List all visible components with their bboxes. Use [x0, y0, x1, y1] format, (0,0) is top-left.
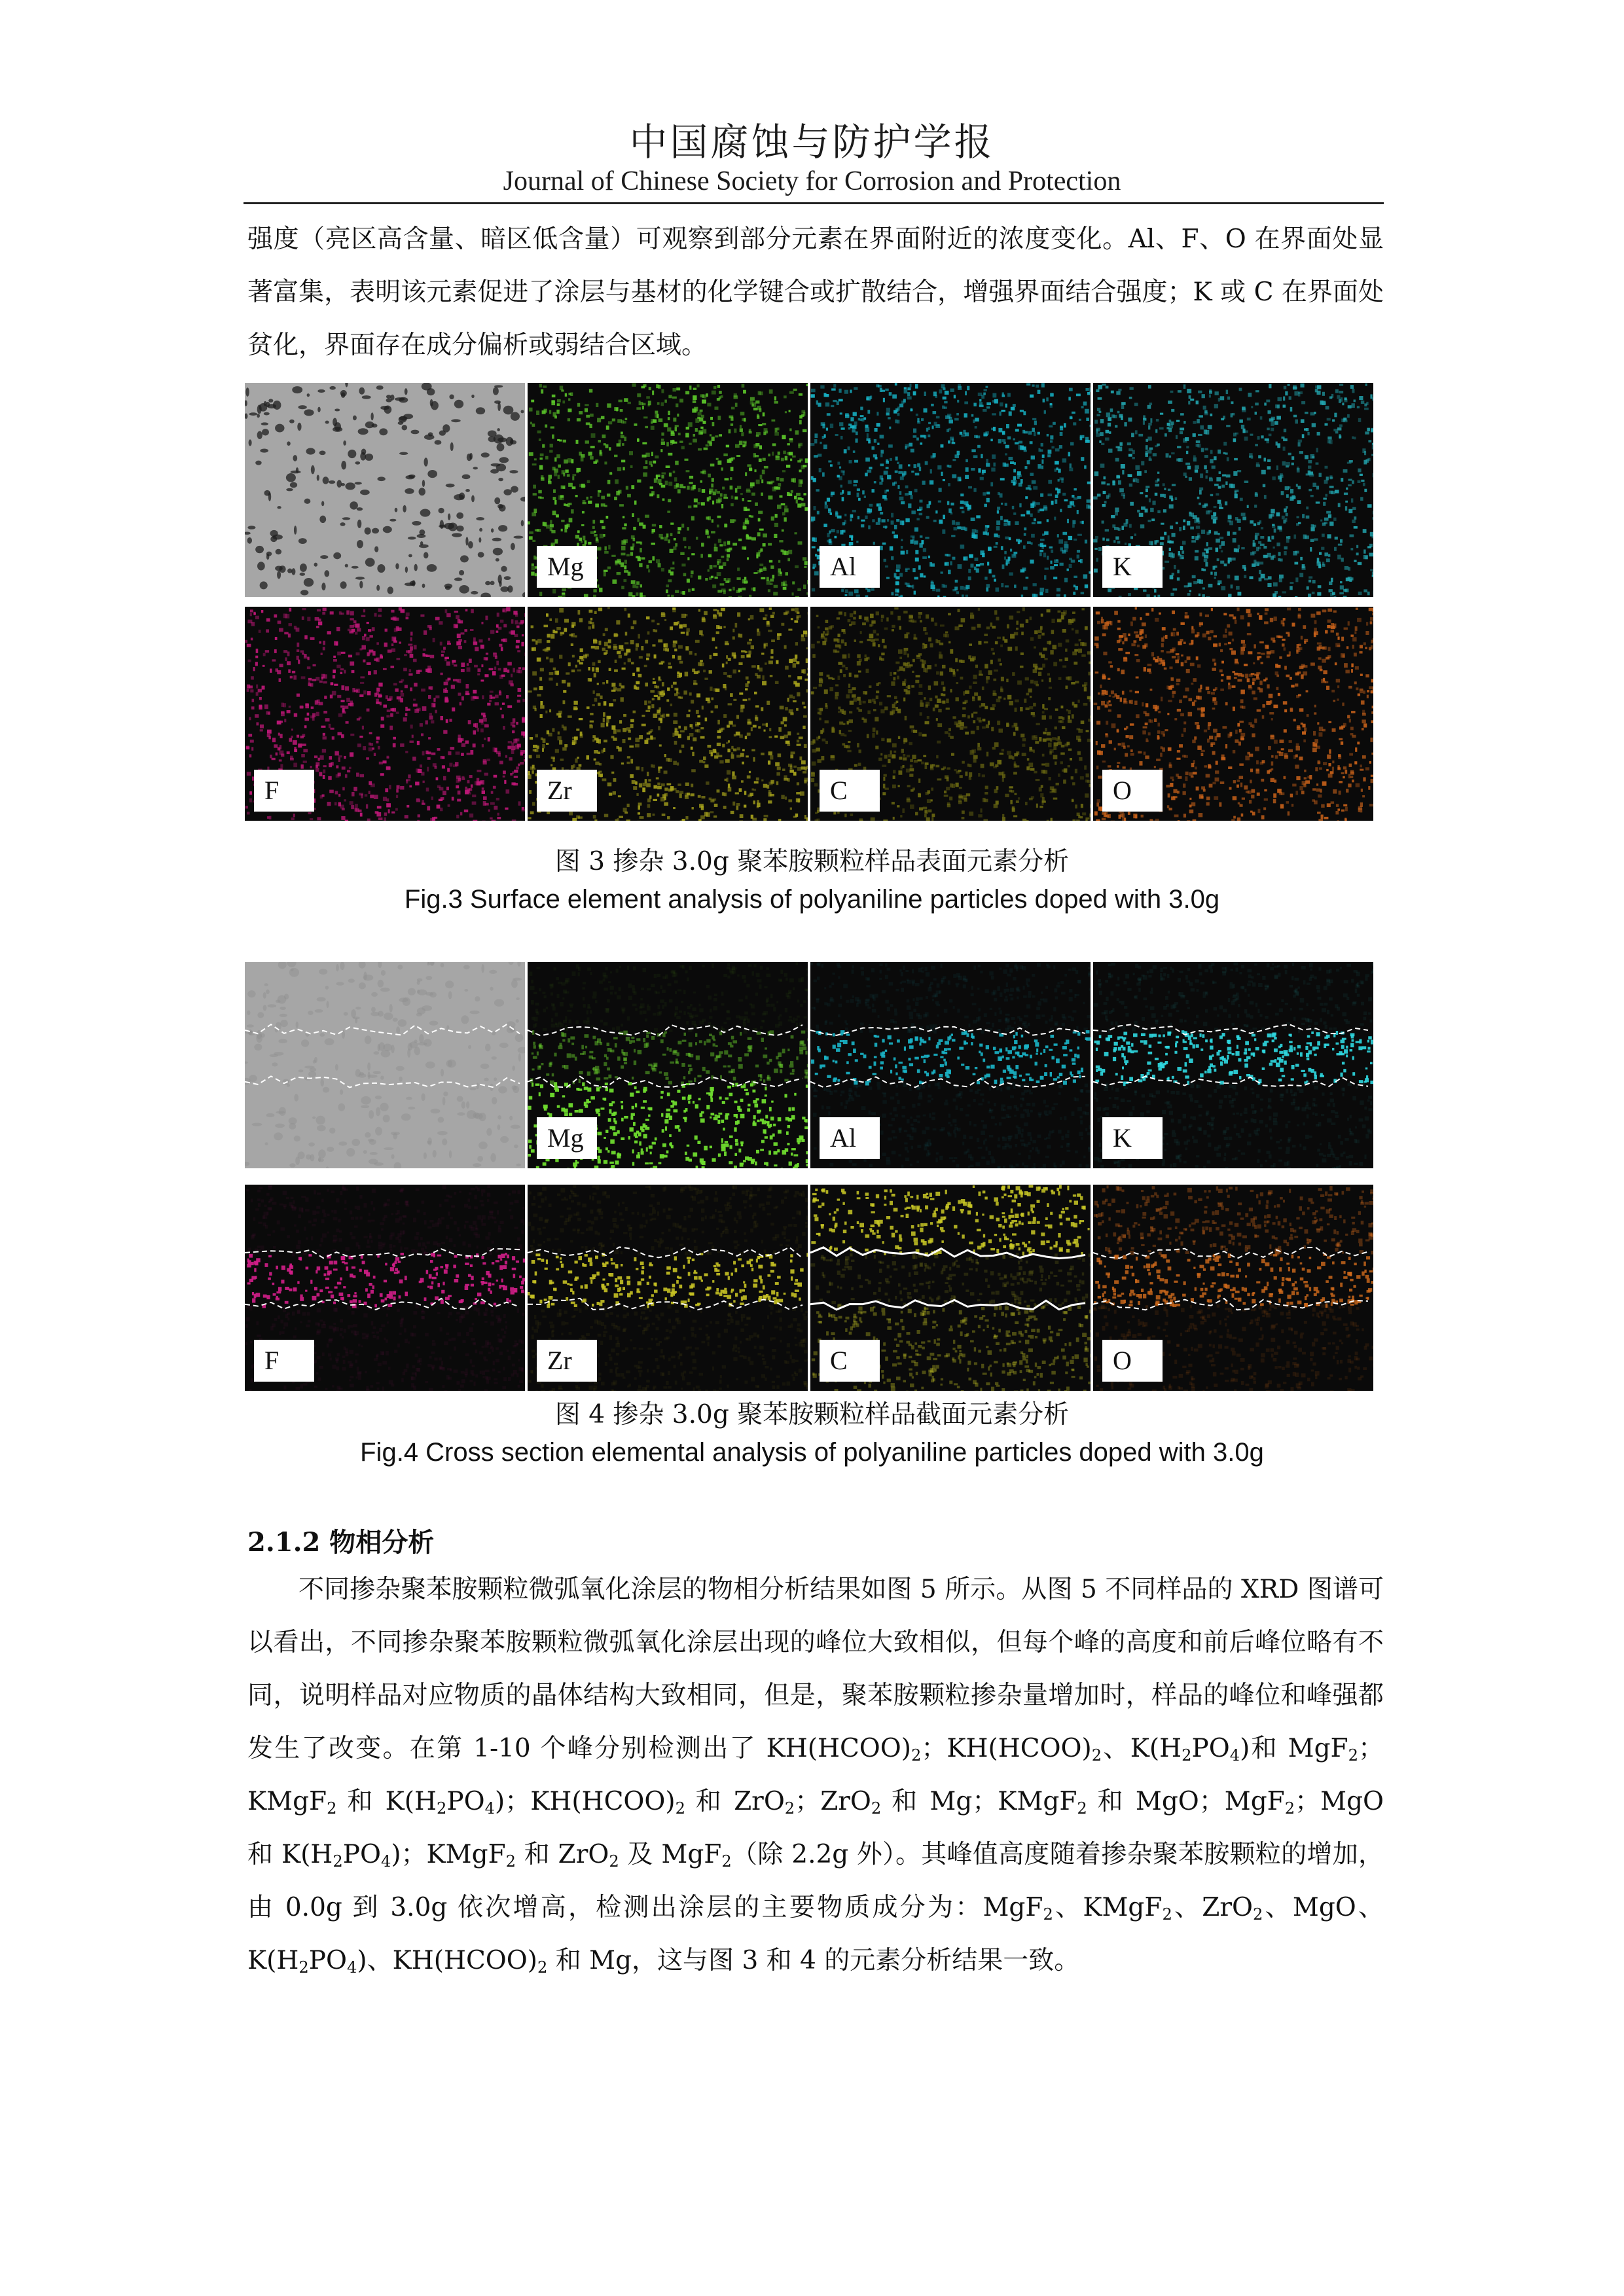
- element-label: Zr: [537, 1340, 597, 1382]
- element-label: O: [1102, 770, 1163, 812]
- element-label: K: [1102, 546, 1163, 588]
- figure-4-panel-k: [1093, 962, 1373, 1168]
- element-label: C: [820, 770, 880, 812]
- figure-3: [245, 383, 1384, 821]
- element-label: F: [254, 770, 314, 812]
- figure-3-panel-f: [245, 607, 525, 821]
- figure-4-map-image: [245, 962, 525, 1168]
- figure-4-panel-al: [810, 962, 1091, 1168]
- figure-4-panel-f: [245, 1185, 525, 1391]
- figure-3-caption-cn: 图 3 掺杂 3.0g 聚苯胺颗粒样品表面元素分析: [554, 847, 1070, 876]
- header-rule: [244, 202, 1384, 204]
- figure-3-panel-sem: [245, 383, 525, 597]
- element-label: Mg: [537, 546, 597, 588]
- figure-3-caption-en: Fig.3 Surface element analysis of polyaniline particles doped with 3.0g: [404, 885, 1220, 914]
- figure-3-panel-k: [1093, 383, 1373, 597]
- element-label: C: [820, 1340, 880, 1382]
- element-label: Mg: [537, 1117, 597, 1159]
- figure-4-panel-sem: [245, 962, 525, 1168]
- figure-3-panel-al: [810, 383, 1091, 597]
- figure-4-caption-cn: 图 4 掺杂 3.0g 聚苯胺颗粒样品截面元素分析: [554, 1400, 1070, 1429]
- element-label: O: [1102, 1340, 1163, 1382]
- intro-paragraph: 强度（亮区高含量、暗区低含量）可观察到部分元素在界面附近的浓度变化。Al、F、O 在界面处显著富集，表明该元素促进了涂层与基材的化学键合或扩散结合，增强界面结合强度；K 或 C 在界面处贫化，界面存在成分偏析或弱结合区域。: [247, 224, 1384, 360]
- figure-3-panel-o: [1093, 607, 1373, 821]
- figure-3-panel-mg: [528, 383, 808, 597]
- element-label: K: [1102, 1117, 1163, 1159]
- figure-4-panel-c: [810, 1185, 1091, 1391]
- element-label: Zr: [537, 770, 597, 812]
- figure-4-panel-o: [1093, 1185, 1373, 1391]
- journal-title-cn: 中国腐蚀与防护学报: [629, 120, 995, 164]
- body-paragraph: 不同掺杂聚苯胺颗粒微弧氧化涂层的物相分析结果如图 5 所示。从图 5 不同样品的 XRD 图谱可以看出，不同掺杂聚苯胺颗粒微弧氧化涂层出现的峰位大致相似，但每个峰的高度和前后峰位略有不同，说明样品对应物质的晶体结构大致相同，但是，聚苯胺颗粒掺杂量增加时，样品的峰位和峰强都发生了改变。在第 1-10 个峰分别检测出了 $KH(HCOO)_2$；$KH(HCOO)_2$、$K(H_2PO_4)$和 MgF$_2$；KMgF$_2$ 和 $K(H_2PO_4)$；$KH(HCOO)_2$ 和 ZrO$_2$；ZrO$_2$ 和 Mg；KMgF$_2$ 和 MgO；MgF$_2$；MgO 和 $K(H_2PO_4)$；KMgF$_2$ 和 ZrO$_2$ 及 MgF$_2$（除 2.2g 外）。其峰值高度随着掺杂聚苯胺颗粒的增加，由 0.0g 到 3.0g 依次增高，检测出涂层的主要物质成分为：MgF$_2$、KMgF$_2$、ZrO$_2$、MgO、$K(H_2PO_4)$、$KH(HCOO)_2$ 和 Mg，这与图 3 和 4 的元素分析结果一致。: [247, 1575, 1384, 1977]
- element-label: F: [254, 1340, 314, 1382]
- figure-4-caption-en: Fig.4 Cross section elemental analysis of polyaniline particles doped with 3.0g: [360, 1438, 1264, 1467]
- element-label: Al: [820, 546, 880, 588]
- figure-3-panel-c: [810, 607, 1091, 821]
- figure-3-panel-zr: [528, 607, 808, 821]
- figure-4-panel-mg: [528, 962, 808, 1168]
- element-label: Al: [820, 1117, 880, 1159]
- section-heading: 2.1.2 物相分析: [247, 1527, 435, 1558]
- figure-3-map-image: [245, 383, 525, 597]
- figure-4-panel-zr: [528, 1185, 808, 1391]
- figure-4: [245, 962, 1384, 1388]
- journal-title-en: Journal of Chinese Society for Corrosion and Protection: [503, 166, 1121, 196]
